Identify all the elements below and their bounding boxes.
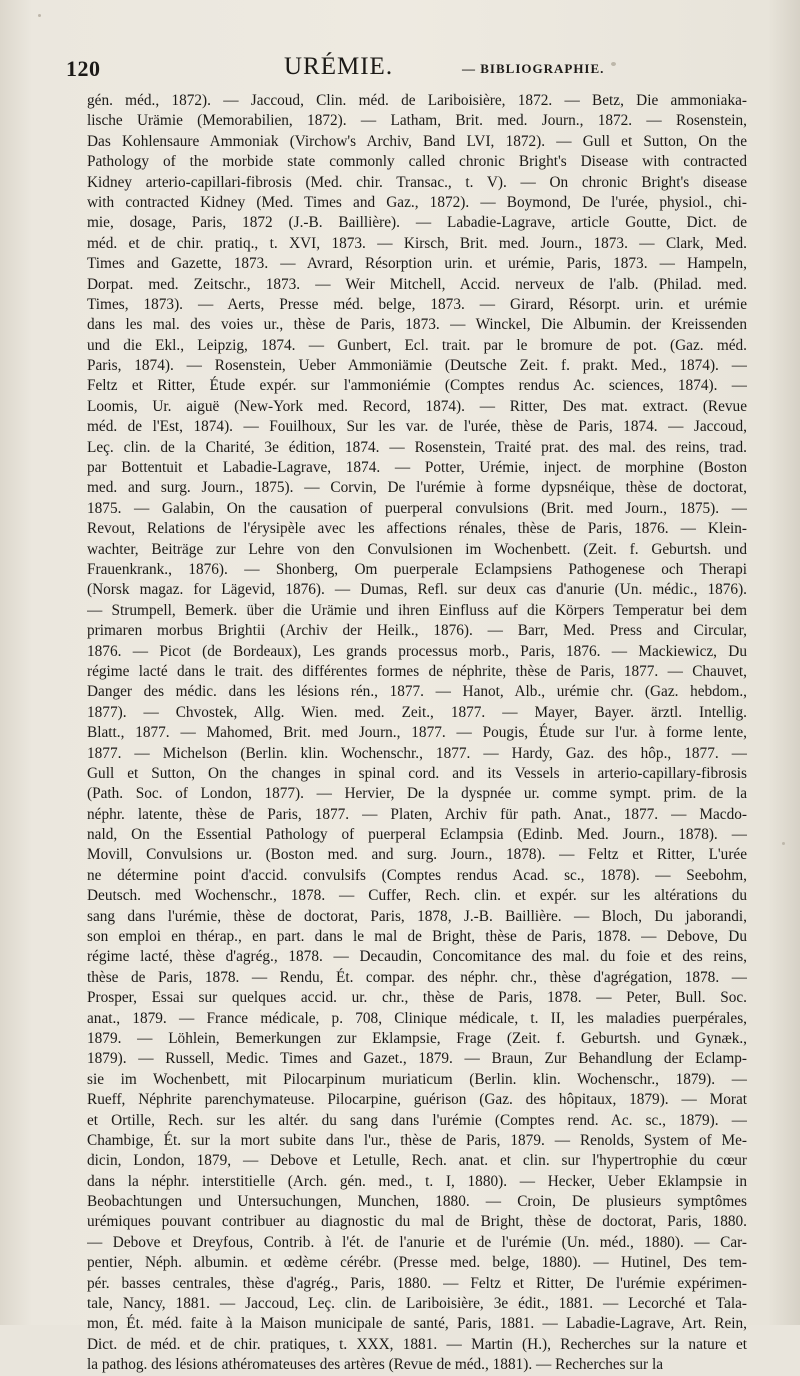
text-line: Das Kohlensaure Ammoniak (Virchow's Archiv, Band LVI, 1872). — Gull et Sutton, On the — [87, 132, 747, 150]
text-line: Chambige, Ét. sur la mort subite dans l'ur., thèse de Paris, 1879. — Renolds, System of Me- — [87, 1131, 747, 1149]
section-name: BIBLIOGRAPHIE. — [480, 61, 605, 76]
header-separator: — — [462, 61, 476, 76]
text-line: tale, Nancy, 1881. — Jaccoud, Leç. clin. de Lariboisière, 3e édit., 1881. — Lecorché et Tala- — [87, 1295, 747, 1313]
text-line: Dict. de méd. et de chir. pratiques, t. XXX, 1881. — Martin (H.), Recherches sur la nature et — [87, 1335, 747, 1353]
running-title: URÉMIE. — [284, 53, 394, 80]
text-line: Deutsch. med Wochenschr., 1878. — Cuffer, Rech. clin. et expér. sur les altérations du — [87, 887, 747, 905]
text-line: Times, 1873). — Aerts, Presse méd. belge, 1873. — Girard, Résorpt. urin. et urémie — [87, 295, 747, 313]
text-line: 1877). — Chvostek, Allg. Wien. med. Zeit., 1877. — Mayer, Bayer. ärztl. Intellig. — [87, 703, 747, 721]
text-line: dicin, London, 1879, — Debove et Letulle, Rech. anat. et clin. sur l'hypertrophie du cœur — [87, 1152, 747, 1170]
running-header — [66, 50, 746, 90]
text-line: 1879. — Löhlein, Bemerkungen zur Eklampsie, Frage (Zeit. f. Geburtsh. und Gynæk., — [87, 1029, 747, 1047]
text-line: pentier, Néph. albumin. et œdème cérébr. (Presse med. belge, 1880). — Hutinel, Des tem- — [87, 1254, 747, 1272]
bibliography-text — [87, 91, 747, 1376]
text-line: mie, dosage, Paris, 1872 (J.-B. Baillière). — Labadie-Lagrave, article Goutte, Dict. de — [87, 214, 747, 232]
text-line: Loomis, Ur. aiguë (New-York med. Record, 1874). — Ritter, Des mat. extract. (Revue — [87, 397, 747, 415]
text-line: Danger des médic. dans les lésions rén., 1877. — Hanot, Alb., urémie chr. (Gaz. hebdom., — [87, 683, 747, 701]
text-line: Gull et Sutton, On the changes in spinal cord. and its Vessels in arterio-capillary-fibrosis — [87, 764, 747, 782]
text-line: Frauenkrank., 1876). — Shonberg, Om puerperale Eclampsiens Pathogenese och Therapi — [87, 560, 747, 578]
print-speck — [38, 14, 41, 17]
text-line: 1879). — Russell, Medic. Times and Gazet., 1879. — Braun, Zur Behandlung der Eclamp- — [87, 1050, 747, 1068]
text-line: son emploi en thérap., en part. dans le mal de Bright, thèse de Paris, 1878. — Debove, Du — [87, 928, 747, 946]
text-line: med. and surg. Journ., 1875). — Corvin, De l'urémie à forme dypsnéique, thèse de doctorat, — [87, 479, 747, 497]
text-line: — Debove et Dreyfous, Contrib. à l'ét. de l'anurie et de l'urémie (Un. méd., 1880). — Car- — [87, 1233, 747, 1251]
text-line: gén. méd., 1872). — Jaccoud, Clin. méd. de Lariboisière, 1872. — Betz, Die ammoniaka- — [87, 92, 747, 109]
text-line: 1876. — Picot (de Bordeaux), Les grands processus morb., Paris, 1876. — Mackiewicz, Du — [87, 642, 747, 660]
text-line: primaren morbus Brightii (Archiv der Heilk., 1876). — Barr, Med. Press and Circular, — [87, 622, 747, 640]
text-line: Blatt., 1877. — Mahomed, Brit. med Journ., 1877. — Pougis, Étude sur l'ur. à forme lente, — [87, 724, 747, 742]
text-line: nald, On the Essential Pathology of puerperal Eclampsia (Edinb. Med. Journ., 1878). — — [87, 826, 747, 844]
text-line: néphr. latente, thèse de Paris, 1877. — Platen, Archiv für path. Anat., 1877. — Macdo- — [87, 805, 747, 823]
text-line: wachter, Beiträge zur Lehre von den Convulsionen im Wochenbett. (Zeit. f. Geburtsh. und — [87, 540, 747, 558]
text-line: Kidney arterio-capillari-fibrosis (Med. chir. Transac., t. V). — On chronic Bright's disease — [87, 173, 747, 191]
text-line: (Path. Soc. of London, 1877). — Hervier, De la dyspnée ur. comme sympt. prim. de la — [87, 785, 747, 803]
text-line: Rueff, Néphrite parenchymateuse. Pilocarpine, guérison (Gaz. des hôpitaux, 1879). — Morat — [87, 1091, 747, 1109]
text-line: urémiques pouvant contribuer au diagnostic du mal de Bright, thèse de doctorat, Paris, 1880. — [87, 1213, 747, 1231]
text-line: la pathog. des lésions athéromateuses des artères (Revue de méd., 1881). — Recherches sur la — [87, 1356, 663, 1374]
text-line: 1875. — Galabin, On the causation of puerperal convulsions (Brit. med Journ., 1875). — — [87, 499, 747, 517]
print-speck — [611, 62, 616, 66]
text-line: régime lacté dans le trait. des différentes formes de néphrite, thèse de Paris, 1877. — Chauvet, — [87, 662, 747, 680]
text-line: Movill, Convulsions ur. (Boston med. and surg. Journ., 1878). — Feltz et Ritter, L'urée — [87, 846, 747, 864]
text-line: dans les mal. des voies ur., thèse de Paris, 1873. — Winckel, Die Albumin. der Kreissenden — [87, 316, 747, 334]
text-line: Feltz et Ritter, Étude expér. sur l'ammoniémie (Comptes rendus Ac. sciences, 1874). — — [87, 377, 747, 395]
text-line: 1877. — Michelson (Berlin. klin. Wochenschr., 1877. — Hardy, Gaz. des hôp., 1877. — — [87, 744, 747, 762]
text-line: with contracted Kidney (Med. Times and Gaz., 1872). — Boymond, De l'urée, physiol., chi- — [87, 193, 747, 211]
text-line: (Norsk magaz. for Lägevid, 1876). — Dumas, Refl. sur deux cas d'anurie (Un. médic., 1876). — [87, 581, 747, 599]
text-line: thèse de Paris, 1878. — Rendu, Ét. compar. des néphr. chr., thèse d'agrégation, 1878. — — [87, 968, 747, 986]
text-line: Prosper, Essai sur quelques accid. ur. chr., thèse de Paris, 1878. — Peter, Bull. Soc. — [87, 989, 747, 1007]
text-line: anat., 1879. — France médicale, p. 708, Clinique médicale, t. II, les maladies puerpérales, — [87, 1009, 747, 1027]
print-speck — [782, 842, 785, 845]
text-line: sie im Wochenbett, mit Pilocarpinum muriaticum (Berlin. klin. Wochenschr., 1879). — — [87, 1070, 747, 1088]
text-line: Revout, Relations de l'érysipèle avec les affections rénales, thèse de Paris, 1876. — Klein- — [87, 520, 747, 538]
text-line: méd. de l'Est, 1874). — Fouilhoux, Sur les var. de l'urée, thèse de Paris, 1874. — Jaccoud, — [87, 418, 747, 436]
text-line: Leç. clin. de la Charité, 3e édition, 1874. — Rosenstein, Traité prat. des mal. des reins, trad. — [87, 438, 747, 456]
text-line: Dorpat. med. Zeitschr., 1873. — Weir Mitchell, Accid. nerveux de l'alb. (Philad. med. — [87, 275, 747, 293]
running-section — [462, 61, 604, 77]
text-line: Beobachtungen und Untersuchungen, Munchen, 1880. — Croin, De plusieurs symptômes — [87, 1193, 747, 1211]
text-line: Paris, 1874). — Rosenstein, Ueber Ammoniämie (Deutsche Zeit. f. prakt. Med., 1874). — — [87, 357, 747, 375]
text-line: lische Urämie (Memorabilien, 1872). — Latham, Brit. med. Journ., 1872. — Rosenstein, — [87, 112, 747, 130]
text-line: und die Ekl., Leipzig, 1874. — Gunbert, Ecl. trait. par le bromure de pot. (Gaz. méd. — [87, 336, 747, 354]
text-line: et Ortille, Rech. sur les altér. du sang dans l'urémie (Comptes rend. Ac. sc., 1879). — — [87, 1111, 747, 1129]
text-line: Times and Gazette, 1873. — Avrard, Résorption urin. et urémie, Paris, 1873. — Hampeln, — [87, 255, 747, 273]
text-line: par Bottentuit et Labadie-Lagrave, 1874. — Potter, Urémie, inject. de morphine (Boston — [87, 459, 747, 477]
text-line: régime lacté, thèse d'agrég., 1878. — Decaudin, Concomitance des mal. du foie et des reins, — [87, 948, 747, 966]
text-line: Pathology of the morbide state commonly called chronic Bright's Disease with contracted — [87, 153, 747, 171]
text-line: pér. basses centrales, thèse d'agrég., Paris, 1880. — Feltz et Ritter, De l'urémie expérimen- — [87, 1274, 747, 1292]
text-line: — Strumpell, Bemerk. über die Urämie und ihren Einfluss auf die Körpers Temperatur bei dem — [87, 601, 747, 619]
text-line: dans la néphr. interstitielle (Arch. gén. med., t. I, 1880). — Hecker, Ueber Eklampsie in — [87, 1172, 747, 1190]
text-line: mon, Ét. méd. faite à la Maison municipale de santé, Paris, 1881. — Labadie-Lagrave, Art. Rein, — [87, 1315, 747, 1333]
text-line: sang dans l'urémie, thèse de doctorat, Paris, 1878, J.-B. Baillière. — Bloch, Du jaborandi, — [87, 907, 747, 925]
text-line: ne détermine point d'accid. convulsifs (Comptes rendus Acad. sc., 1878). — Seebohm, — [87, 866, 747, 884]
text-line: méd. et de chir. pratiq., t. XVI, 1873. — Kirsch, Brit. med. Journ., 1873. — Clark, Med. — [87, 234, 747, 252]
page-number: 120 — [66, 56, 101, 81]
